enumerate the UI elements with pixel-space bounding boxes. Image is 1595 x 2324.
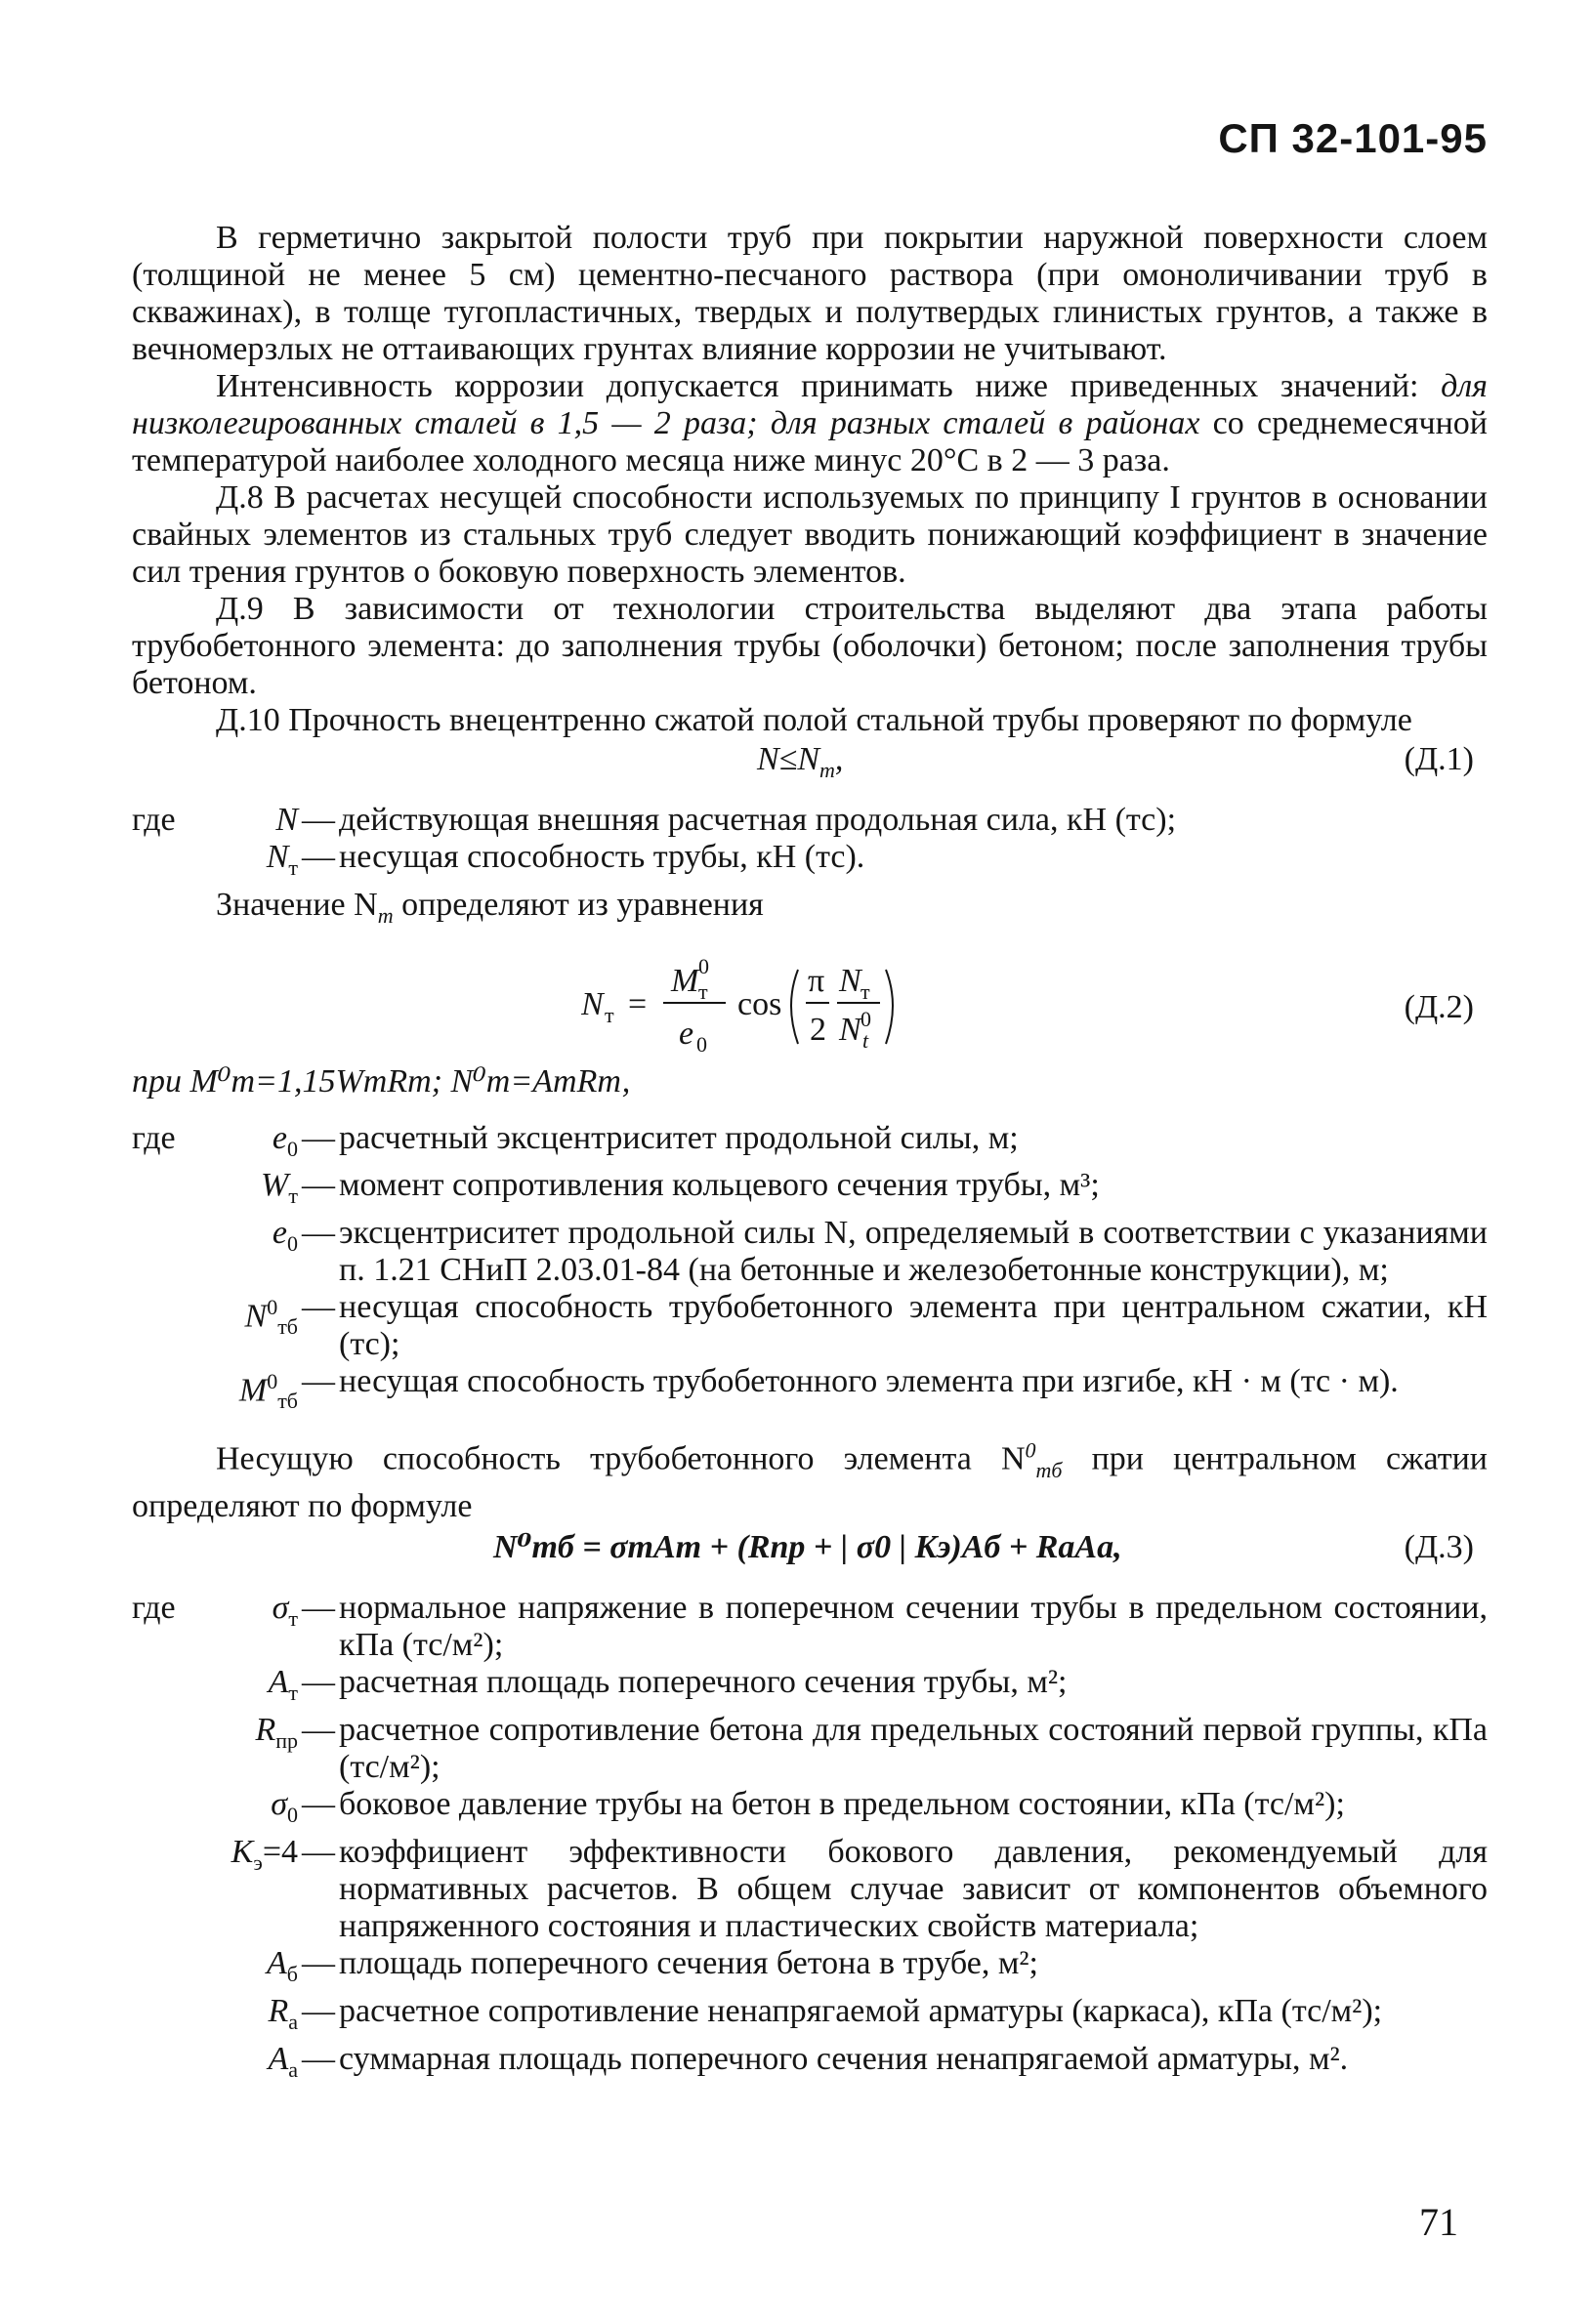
definition-symbol: $M^0_{тб}$ — [238, 1369, 298, 1414]
definitions-d3 — [132, 1590, 1488, 2088]
svg-text:0: 0 — [860, 1006, 871, 1031]
definition-text: эксцентриситет продольной силы N, определяемый в соответствии с указаниями п. 1.21 СНиП 2.03.01-84 (на бетонные и железобетонные конструкции), м; — [339, 1215, 1488, 1289]
svg-text:=: = — [628, 985, 648, 1022]
definition-symbol: где $e_0$ — [132, 1119, 298, 1161]
paragraph-corrosion: В герметично закрытой полости труб при покрытии наружной поверхности слоем (толщиной не менее 5 см) цементно-песчаного раствора (при омоноличивании труб в скважинах), в толще тугопластичных, твердых и полутвердых глинистых грунтов, а также в вечномерзлых не оттаивающих грунтах влияние коррозии не учитывают. — [132, 220, 1488, 367]
paragraph-d10: Д.10 Прочность внецентренно сжатой полой стальной трубы проверяют по формуле — [216, 702, 1412, 738]
definition-symbol: $N^0_{тб}$ — [244, 1295, 298, 1340]
definition-symbol: $R_а$ — [268, 1992, 298, 2034]
definition-row — [132, 1993, 1488, 2041]
definition-dash: — — [302, 1786, 335, 1823]
document-body — [132, 220, 1488, 2088]
definition-text: расчетное сопротивление ненапрягаемой арматуры (каркаса), кПа (тс/м²); — [339, 1992, 1383, 2029]
definition-row — [132, 1120, 1488, 1168]
formula-d2 — [132, 946, 1488, 1063]
definition-text: действующая внешняя расчетная продольная сила, кН (тс); — [339, 802, 1177, 838]
definition-symbol: $A_б$ — [267, 1945, 298, 1986]
formula-d2-expression — [581, 946, 903, 1063]
definition-dash: — — [302, 1712, 335, 1749]
definition-dash: — — [302, 1289, 335, 1326]
svg-text:π: π — [808, 962, 825, 999]
definition-lead: где — [132, 1119, 176, 1156]
definition-row — [132, 1167, 1488, 1215]
definition-text: боковое давление трубы на бетон в предельном состоянии, кПа (тс/м²); — [339, 1786, 1345, 1823]
definition-row — [132, 1712, 1488, 1786]
definition-row — [132, 1834, 1488, 1945]
definition-row — [132, 1664, 1488, 1712]
formula-d2-number: (Д.2) — [1404, 988, 1474, 1025]
definition-row — [132, 1786, 1488, 1834]
definition-dash: — — [302, 839, 335, 875]
paragraph-d9: Д.9 В зависимости от технологии строительства выделяют два этапа работы трубобетонного элемента: до заполнения трубы (оболочки) бетоном; после заполнения трубы бетоном. — [132, 591, 1488, 701]
definition-dash: — — [302, 1945, 335, 1982]
paragraph-corrosion-intensity — [132, 368, 1488, 479]
definition-symbol: $A_т$ — [268, 1664, 298, 1706]
svg-text:cos: cos — [737, 985, 782, 1022]
definition-dash: — — [302, 1664, 335, 1701]
document-code: СП 32-101-95 — [1218, 115, 1488, 161]
formula-d3 — [132, 1527, 1488, 1578]
paragraph-nt-value: Значение $N_т$ определяют из уравнения — [216, 886, 764, 928]
definition-text: расчетный эксцентриситет продольной силы, м; — [339, 1119, 1019, 1156]
definitions-d1 — [132, 802, 1488, 887]
formula-d1-number: (Д.1) — [1404, 741, 1474, 777]
definition-text: нормальное напряжение в поперечном сечении трубы в предельном состоянии, кПа (тс/м²); — [339, 1590, 1488, 1664]
definition-text: несущая способность трубобетонного элемента при центральном сжатии, кН (тс); — [339, 1289, 1488, 1363]
corrosion-intro: Интенсивность коррозии допускается принимать ниже приведенных значений: — [216, 368, 1442, 404]
formula-d3-number: (Д.3) — [1404, 1529, 1474, 1566]
definition-dash: — — [302, 1834, 335, 1871]
definition-dash: — — [302, 1992, 335, 2029]
definition-dash: — — [302, 1363, 335, 1400]
definition-symbol: $\sigma_0$ — [271, 1786, 298, 1828]
definition-text: расчетное сопротивление бетона для предельных состояний первой группы, кПа (тс/м²); — [339, 1712, 1488, 1786]
definition-dash: — — [302, 1215, 335, 1252]
definition-dash: — — [302, 802, 335, 838]
definition-symbol: где N — [132, 802, 298, 838]
paragraph-d8: Д.8 В расчетах несущей способности используемых по принципу I грунтов в основании свайных элементов из стальных труб следует вводить понижающий коэффициент в значение сил трения грунтов о боковую поверхность элементов. — [132, 479, 1488, 590]
definition-row — [132, 1215, 1488, 1289]
svg-text:0: 0 — [698, 953, 709, 978]
svg-text:т: т — [860, 978, 870, 1004]
definition-dash: — — [302, 1119, 335, 1156]
definitions-d2 — [132, 1120, 1488, 1421]
svg-text:N: N — [581, 985, 604, 1022]
svg-text:t: t — [862, 1027, 869, 1053]
definition-dash: — — [302, 1167, 335, 1204]
definition-symbol: $W_т$ — [261, 1167, 298, 1209]
definition-text: суммарная площадь поперечного сечения ненапрягаемой арматуры, м². — [339, 2040, 1349, 2077]
definition-symbol: $R_{пр}$ — [255, 1712, 298, 1754]
paragraph-central-compression: Несущую способность трубобетонного элемента $N^0_{тб}$ при центральном сжатии определяют по формуле — [132, 1437, 1488, 1525]
definition-dash: — — [302, 1590, 335, 1627]
definition-symbol: $e_0$ — [272, 1215, 298, 1256]
definition-dash: — — [302, 2040, 335, 2077]
definition-row — [132, 1590, 1488, 1664]
definition-row — [132, 802, 1488, 839]
definition-symbol: $K_э=4$ — [231, 1834, 298, 1875]
formula-d1 — [132, 739, 1488, 790]
svg-text:e: e — [679, 1015, 694, 1052]
definition-symbol: $N_т$ — [266, 839, 298, 880]
definition-text: расчетная площадь поперечного сечения трубы, м²; — [339, 1664, 1068, 1701]
definition-text: коэффициент эффективности бокового давления, рекомендуемый для нормативных расчетов. В общем случае зависит от компонентов объемного напряженного состояния и пластических свойств материала; — [339, 1834, 1488, 1945]
definition-lead: где — [132, 1590, 176, 1627]
definition-text: площадь поперечного сечения бетона в трубе, м²; — [339, 1945, 1038, 1982]
definition-row — [132, 1289, 1488, 1363]
definition-row — [132, 2041, 1488, 2089]
definition-symbol: где $\sigma_т$ — [132, 1590, 298, 1632]
corrosion-alloy: для низколегированных сталей в 1,5 — 2 раза; для разных сталей в районах — [132, 368, 1488, 441]
formula-d1-expression: $N\le N_т$, — [757, 741, 844, 782]
svg-text:N: N — [839, 962, 861, 999]
definition-row — [132, 1363, 1488, 1420]
svg-text:2: 2 — [810, 1011, 826, 1048]
corrosion-cold: со среднемесячной температурой наиболее холодного месяца ниже минус 20°С в 2 — 3 раза. — [132, 405, 1488, 478]
definition-symbol: $A_а$ — [268, 2040, 298, 2082]
formula-d2-condition: при M⁰т=1,15WтRт; N⁰т=AтRт, — [132, 1062, 631, 1100]
svg-text:N: N — [839, 1011, 861, 1048]
svg-text:M: M — [671, 962, 699, 999]
definition-row — [132, 1945, 1488, 1993]
definition-text: несущая способность трубы, кН (тс). — [339, 839, 865, 875]
svg-text:т: т — [698, 978, 708, 1004]
definition-text: несущая способность трубобетонного элемента при изгибе, кН · м (тс · м). — [339, 1363, 1399, 1400]
definition-row — [132, 839, 1488, 887]
definition-lead: где — [132, 802, 176, 838]
svg-text:т: т — [605, 1002, 614, 1027]
definition-text: момент сопротивления кольцевого сечения трубы, м³; — [339, 1167, 1100, 1204]
formula-d3-expression: N⁰тб = σтAт + (Rпр + | σ0 | Kэ)Aб + RаAа, — [493, 1529, 1122, 1566]
svg-text:0: 0 — [696, 1031, 707, 1057]
page-number: 71 — [1419, 2200, 1458, 2244]
